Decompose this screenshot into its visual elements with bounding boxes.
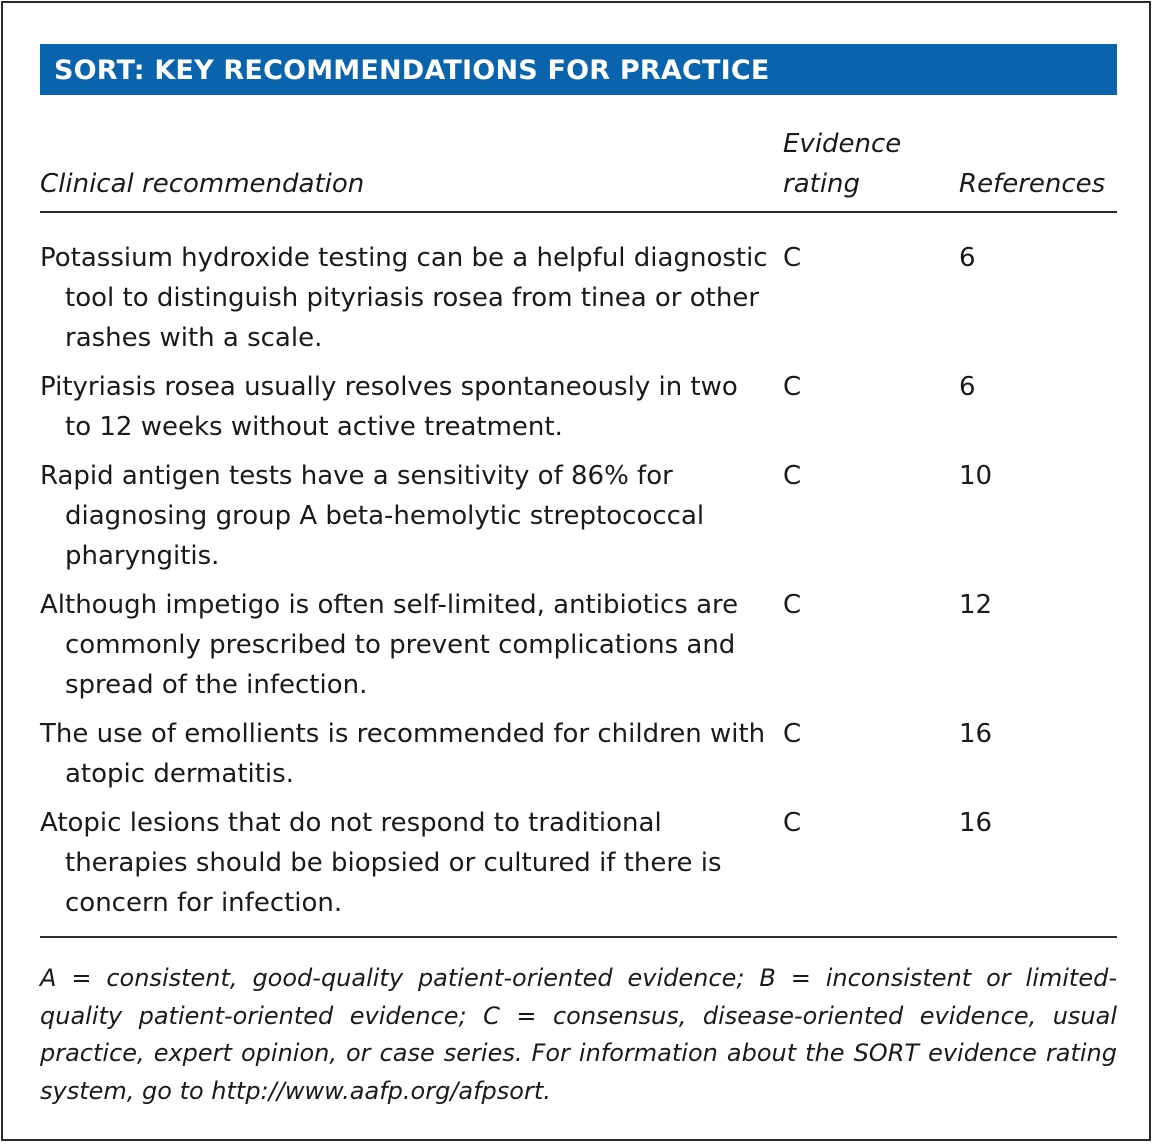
table-title: SORT: KEY RECOMMENDATIONS FOR PRACTICE (54, 55, 770, 86)
evidence-footnote: A = consistent, good-quality patient-oriented evidence; B = inconsistent or limited-quality patient-oriented evidence; C = consensus, disease-oriented evidence, usual practice, expert opinion, or case series. For information about the SORT evidence rating system, go to http://www.aafp.org/afpsort. (40, 964, 1117, 1105)
recommendation-text: Pityriasis rosea usually resolves spontaneously in two to 12 weeks without active treatment. (40, 372, 738, 442)
recommendation-text: Atopic lesions that do not respond to traditional therapies should be biopsied or cultured if there is concern for infection. (40, 808, 722, 918)
table-row (40, 456, 1117, 576)
references: 6 (959, 243, 976, 273)
evidence-rating: C (783, 243, 802, 273)
column-header-evidence-rating (783, 124, 901, 204)
evidence-rating: C (783, 590, 802, 620)
recommendation-text: The use of emollients is recommended for children with atopic dermatitis. (40, 719, 766, 789)
table-row (40, 585, 1117, 705)
references: 12 (959, 590, 993, 620)
column-header-evidence-line1: Evidence (783, 129, 902, 159)
table-row (40, 238, 1117, 358)
references: 6 (959, 372, 976, 402)
recommendation-text: Although impetigo is often self-limited, antibiotics are commonly prescribed to prevent complications and spread of the infection. (40, 590, 739, 700)
evidence-rating: C (783, 808, 802, 838)
evidence-rating: C (783, 719, 802, 749)
footer-divider (40, 936, 1117, 938)
recommendation-rows (40, 238, 1117, 932)
table-row (40, 803, 1117, 923)
column-header-recommendation: Clinical recommendation (40, 169, 365, 199)
title-banner (40, 44, 1117, 95)
column-header-evidence-line2: rating (783, 169, 861, 199)
header-divider (40, 211, 1117, 213)
evidence-rating: C (783, 372, 802, 402)
recommendation-text: Rapid antigen tests have a sensitivity of 86% for diagnosing group A beta-hemolytic streptococcal pharyngitis. (40, 461, 705, 571)
evidence-rating: C (783, 461, 802, 491)
column-header-references: References (959, 169, 1106, 199)
table-row (40, 367, 1117, 447)
references: 10 (959, 461, 993, 491)
references: 16 (959, 808, 993, 838)
recommendation-text: Potassium hydroxide testing can be a helpful diagnostic tool to distinguish pityriasis rosea from tinea or other rashes with a scale. (40, 243, 768, 353)
references: 16 (959, 719, 993, 749)
table-row (40, 714, 1117, 794)
